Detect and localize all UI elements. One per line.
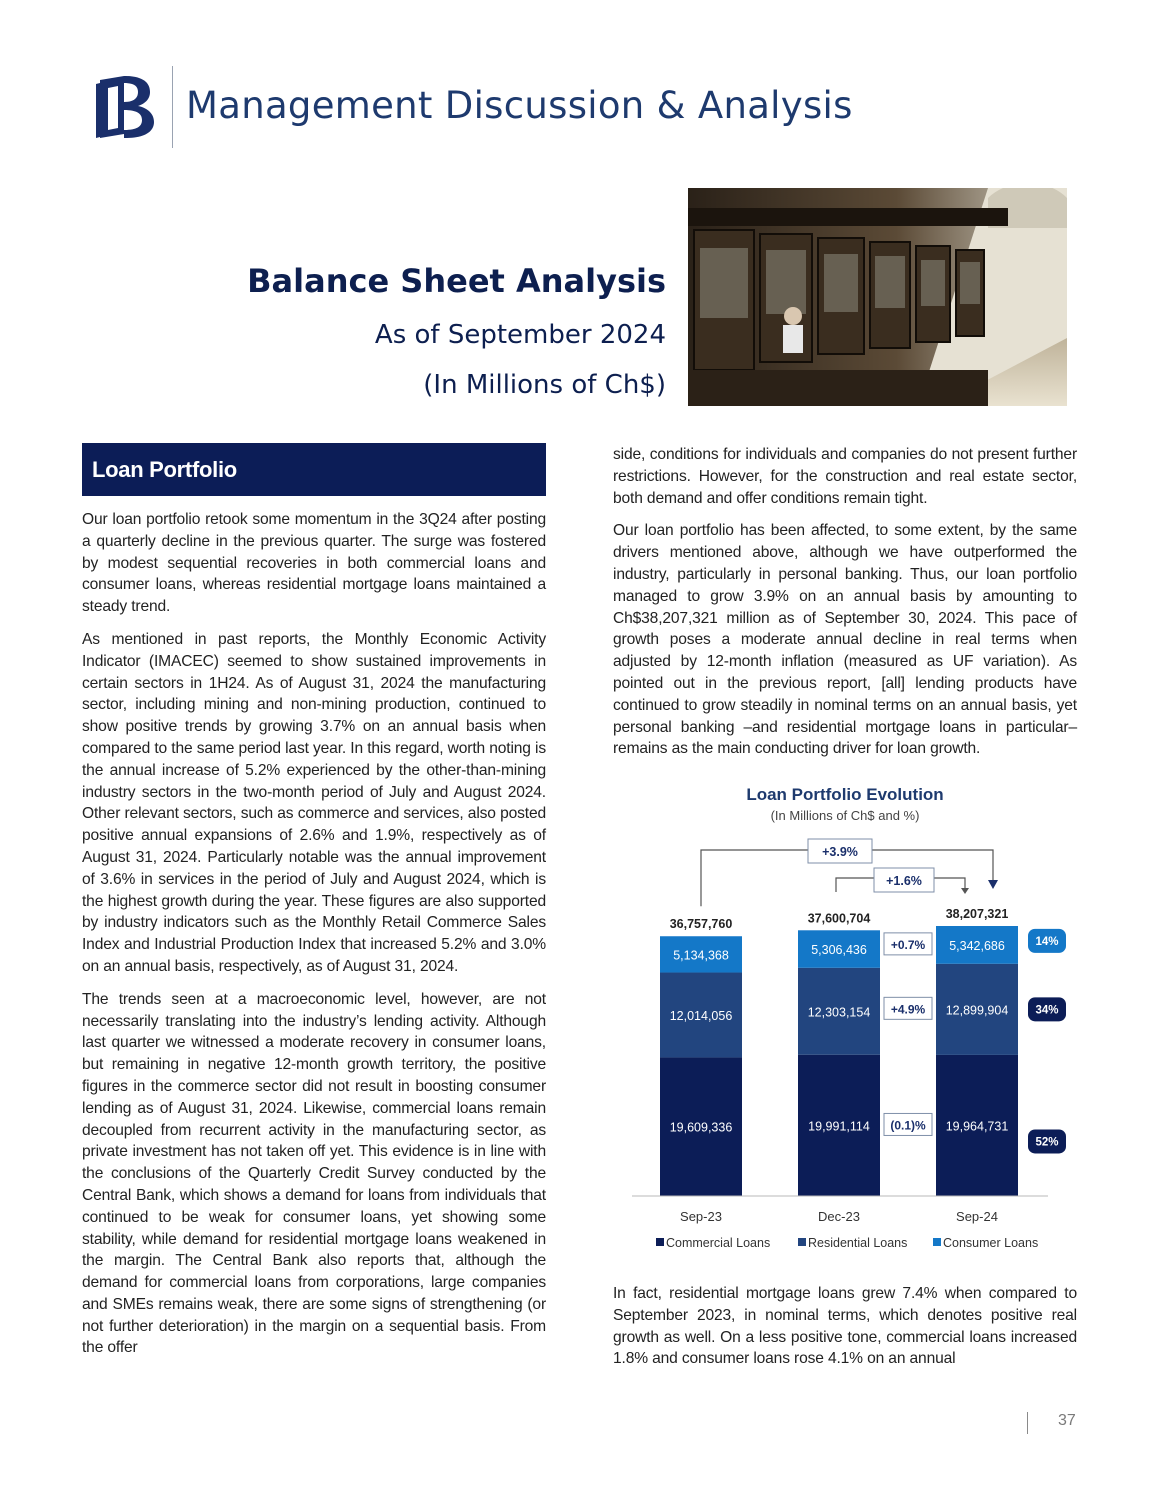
x-tick-label: Sep-24: [956, 1209, 998, 1224]
footer-divider: [1027, 1412, 1028, 1434]
quarterly-growth-arrow: [961, 888, 969, 894]
legend-swatch: [798, 1238, 806, 1246]
bank-hall-photo: [688, 188, 1067, 406]
annual-growth-arrow: [988, 880, 998, 889]
bar-value-label: 19,964,731: [945, 1119, 1009, 1134]
bar-total-label: 38,207,321: [945, 907, 1009, 921]
paragraph: In fact, residential mortgage loans grew 7.4% when compared to September 2023, in nominal terms, which denotes positive real growth as well. On a less positive tone, commercial loans increased 1.8% and consumer loans rose 4.1% on an annual: [613, 1285, 1077, 1368]
bar-value-label: 12,014,056: [669, 1008, 733, 1023]
section-title: Balance Sheet Analysis: [247, 262, 666, 300]
bar-value-label: 5,306,436: [811, 943, 867, 958]
right-column-text: [613, 444, 1077, 771]
legend-label: Commercial Loans: [666, 1236, 771, 1250]
chart-title: Loan Portfolio Evolution: [746, 785, 944, 804]
bar-total-label: 36,757,760: [669, 917, 733, 932]
segment-change-label: (0.1)%: [890, 1118, 926, 1133]
section-subtitle-date: As of September 2024: [374, 320, 666, 350]
legend-label: Residential Loans: [808, 1236, 908, 1250]
header-divider: [172, 66, 173, 148]
bar-value-label: 12,303,154: [807, 1005, 871, 1020]
quarterly-growth-label: +1.6%: [886, 874, 922, 888]
paragraph: As mentioned in past reports, the Monthly Economic Activity Indicator (IMACEC) seemed to show sustained improvements in certain sectors in 1H24. As of August 31, 2024 the manufacturing sector, including mining and non-mining production, continued to show positive trends by growing 3.7% on an annual basis when compared to the same period last year. In this regard, worth noting is the annual increase of 5.2% experienced by the other-than-mining industry sectors in the two-month period of July and August 2024. Other relevant sectors, such as commerce and services, also posted positive annual expansions of 2.6% and 1.9%, respectively as of August 31, 2024. Particularly notable was the annual improvement of 3.6% in services in the period of July and August 2024, which is the highest growth during the year. These figures are also supported by industry indicators such as the Monthly Retail Commerce Sales Index and Industrial Production Index that increased 5.2% and 3.0% on an annual basis, respectively, as of August 31, 2024.: [82, 630, 546, 975]
page-number: 37: [1058, 1412, 1076, 1429]
right-column-bottom-text: [613, 1283, 1077, 1381]
share-badge-label: 14%: [1035, 935, 1059, 948]
x-tick-label: Sep-23: [680, 1209, 722, 1224]
bar-value-label: 12,899,904: [945, 1003, 1009, 1018]
bar-value-label: 19,609,336: [669, 1120, 733, 1135]
loan-portfolio-chart: [612, 780, 1087, 1260]
annual-growth-label: +3.9%: [822, 845, 858, 859]
bar-value-label: 5,342,686: [949, 938, 1005, 953]
paragraph: side, conditions for individuals and companies do not present further restrictions. However, for the construction and real estate sector, both demand and offer conditions remain tight.: [613, 446, 1077, 507]
left-column-text: [82, 509, 546, 1370]
share-badge-label: 52%: [1035, 1136, 1059, 1149]
chart-subtitle: (In Millions of Ch$ and %): [770, 808, 920, 823]
section-subtitle-units: (In Millions of Ch$): [423, 370, 666, 400]
paragraph: The trends seen at a macroeconomic level, however, are not necessarily translating into the industry’s lending activity. Although last quarter we witnessed a moderate recovery in consumer loans, but remaining in negative 12-month growth territory, the positive figures in the commerce sector did not result in boosting consumer lending as of August 31, 2024. Likewise, commercial loans remain decoupled from recurrent activity in the manufacturing sector, as private investment has not taken off yet. This evidence is in line with the conclusions of the Quarterly Credit Survey conducted by the Central Bank, which shows a demand for loans from individuals that continued to be weak for consumer loans, yet showing some stability, while demand for residential mortgage loans weakened in the margin. The Central Bank also reports that, although the demand for commercial loans from corporations, large companies and SMEs remains weak, there are some signs of strengthening (or not further deterioration) in the margin on a sequential basis. From the offer: [82, 990, 546, 1357]
legend-label: Consumer Loans: [943, 1236, 1039, 1250]
paragraph: Our loan portfolio has been affected, to some extent, by the same drivers mentioned above, although we have outperformed the industry, particularly in personal banking. Thus, our loan portfolio managed to grow 3.9% on an annual basis by amounting to Ch$38,207,321 million as of September 30, 2024. This pace of growth poses a moderate annual decline in real terms when adjusted by 12-month inflation (measured as UF variation). As pointed out in the previous report, [all] lending products have continued to grow steadily in nominal terms on an annual basis, yet personal banking –and residential mortgage loans in particular– remains as the main conducting driver for loan growth.: [613, 522, 1077, 758]
legend-swatch: [933, 1238, 941, 1246]
paragraph: Our loan portfolio retook some momentum in the 3Q24 after posting a quarterly decline in the previous quarter. The surge was fostered by modest sequential recoveries in both commercial loans and consumer loans, whereas residential mortgage loans maintained a steady trend.: [82, 511, 546, 616]
bank-logo-icon: [94, 70, 156, 142]
x-tick-label: Dec-23: [818, 1209, 860, 1224]
legend-swatch: [656, 1238, 664, 1246]
segment-change-label: +0.7%: [890, 937, 926, 952]
loan-portfolio-heading-band: [82, 443, 546, 496]
bar-value-label: 5,134,368: [673, 948, 729, 963]
segment-change-label: +4.9%: [890, 1002, 926, 1017]
bar-value-label: 19,991,114: [808, 1119, 870, 1134]
loan-portfolio-heading: Loan Portfolio: [92, 457, 237, 482]
share-badge-label: 34%: [1035, 1004, 1059, 1017]
bar-total-label: 37,600,704: [807, 911, 871, 926]
header-title: Management Discussion & Analysis: [186, 84, 853, 127]
